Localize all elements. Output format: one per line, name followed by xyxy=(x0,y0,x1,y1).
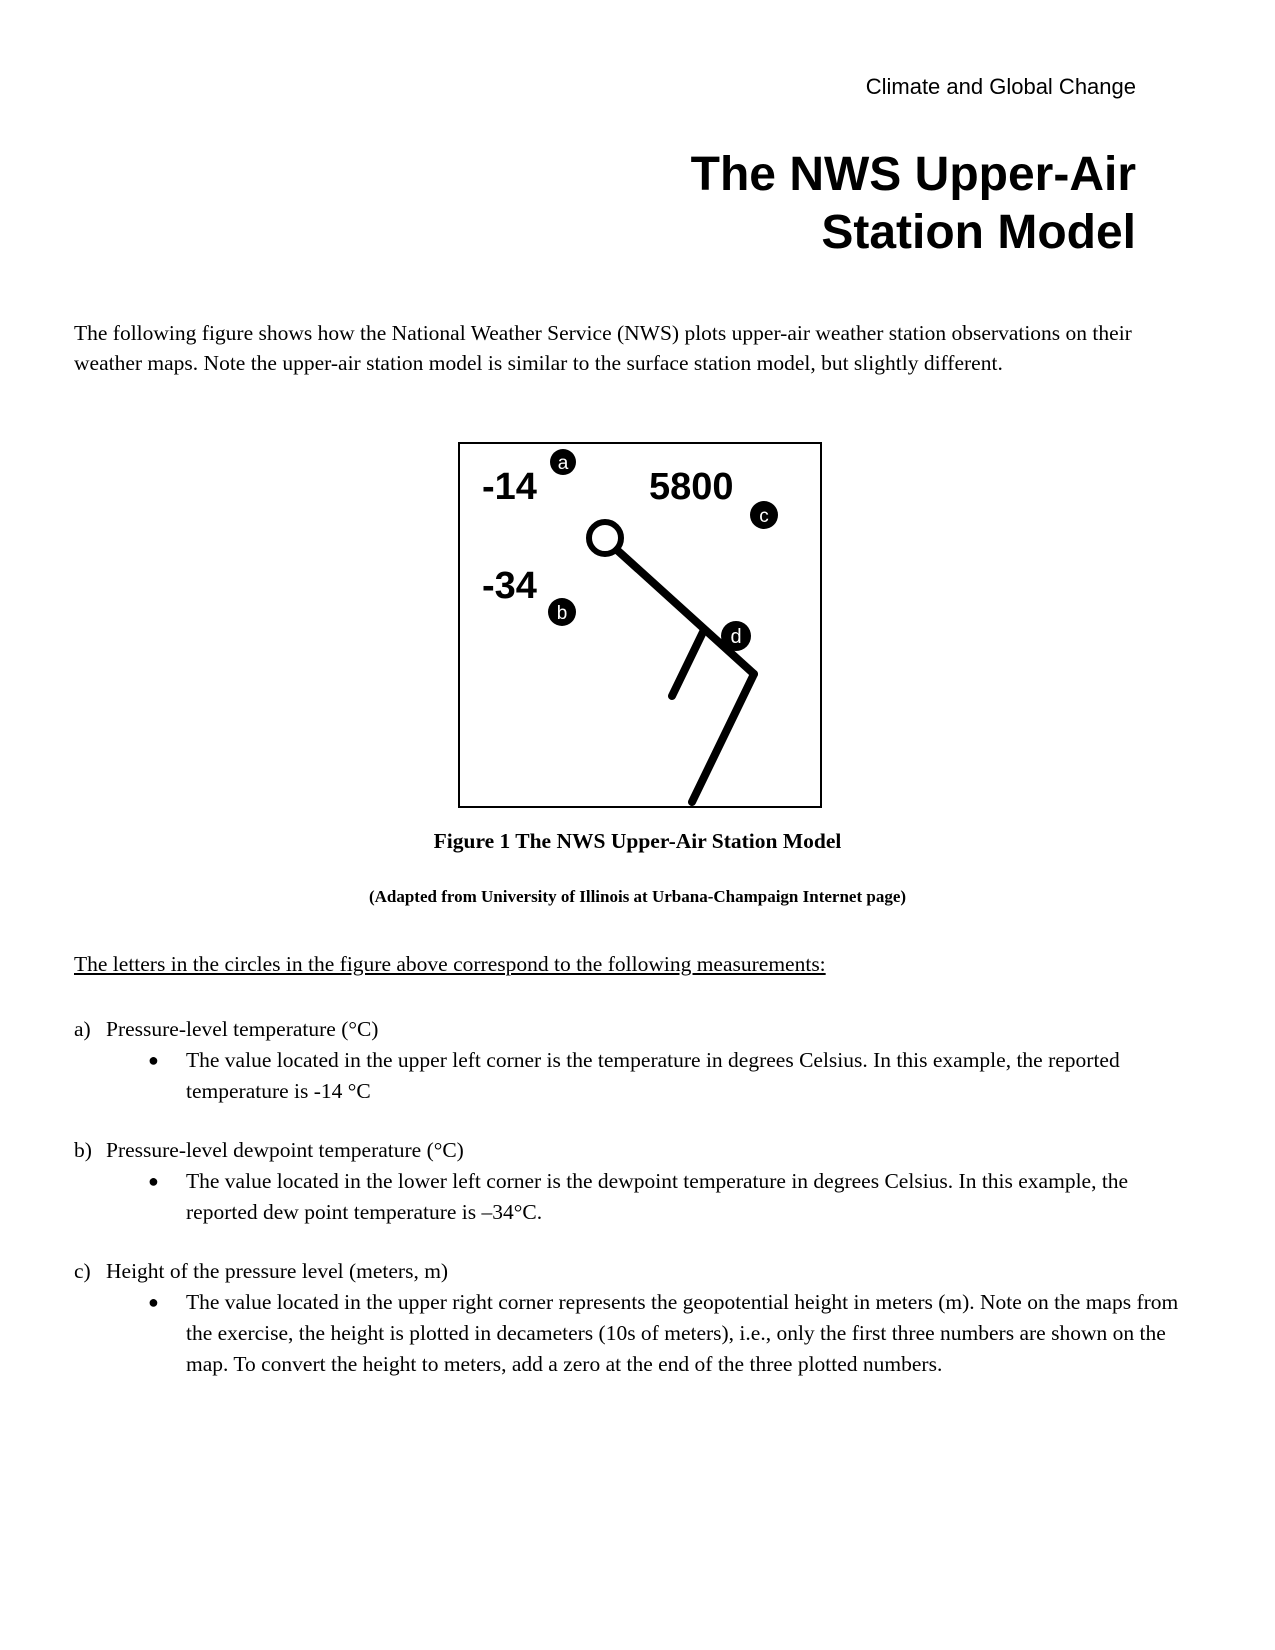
item-heading xyxy=(74,1014,1189,1045)
item-heading-text: Height of the pressure level (meters, m) xyxy=(106,1259,449,1283)
page-title-line1: The NWS Upper-Air xyxy=(690,148,1136,201)
item-heading-text: Pressure-level dewpoint temperature (°C) xyxy=(106,1138,464,1162)
item-bullet xyxy=(148,1045,1189,1107)
bullet-icon: ● xyxy=(148,1171,159,1191)
label-d-text: d xyxy=(730,626,742,648)
station-model-figure xyxy=(458,442,822,808)
item-heading xyxy=(74,1135,1189,1166)
dewpoint-value: -34 xyxy=(482,565,537,607)
height-value: 5800 xyxy=(649,466,734,508)
item-letter: a) xyxy=(74,1017,91,1041)
list-item xyxy=(74,1014,1189,1107)
item-bullet-text: The value located in the lower left corner is the dewpoint temperature in degrees Celsius. In this example, the reported dew point temperature is –34°C. xyxy=(186,1169,1129,1224)
station-model-diagram xyxy=(460,444,820,806)
course-header: Climate and Global Change xyxy=(865,74,1136,99)
item-heading-text: Pressure-level temperature (°C) xyxy=(106,1017,379,1041)
temperature-value: -14 xyxy=(482,466,537,508)
item-bullet-text: The value located in the upper left corner is the temperature in degrees Celsius. In this example, the reported temperature is -14 °C xyxy=(186,1048,1120,1103)
list-item xyxy=(74,1135,1189,1228)
item-letter: b) xyxy=(74,1138,92,1162)
label-c-text: c xyxy=(759,506,769,527)
bullet-icon: ● xyxy=(148,1050,159,1070)
item-bullet xyxy=(148,1166,1189,1228)
bullet-icon: ● xyxy=(148,1292,159,1312)
intro-paragraph: The following figure shows how the National Weather Service (NWS) plots upper-air weather station observations on their weather maps. Note the upper-air station model is similar to the surface station model, but slightly different. xyxy=(74,321,1132,375)
item-letter: c) xyxy=(74,1259,91,1283)
letters-intro: The letters in the circles in the figure above correspond to the following measurements: xyxy=(74,952,826,976)
item-bullet xyxy=(148,1287,1189,1380)
page-title-line2: Station Model xyxy=(821,206,1136,259)
label-a-text: a xyxy=(557,453,569,474)
item-heading xyxy=(74,1256,1189,1287)
wind-barb-icon xyxy=(617,550,754,802)
item-bullet-text: The value located in the upper right corner represents the geopotential height in meters (m). Note on the maps from the exercise, the height is plotted in decameters (10s of meters), i.e., only the first three numbers are shown on the map. To convert the height to meters, add a zero at the end of the three plotted numbers. xyxy=(186,1290,1179,1376)
list-item xyxy=(74,1256,1189,1380)
label-b-text: b xyxy=(556,603,568,624)
measurement-list xyxy=(74,1014,1189,1408)
page-title xyxy=(691,146,1136,262)
figure-caption: Figure 1 The NWS Upper-Air Station Model xyxy=(433,829,842,853)
figure-source: (Adapted from University of Illinois at Urbana-Champaign Internet page) xyxy=(368,887,907,906)
